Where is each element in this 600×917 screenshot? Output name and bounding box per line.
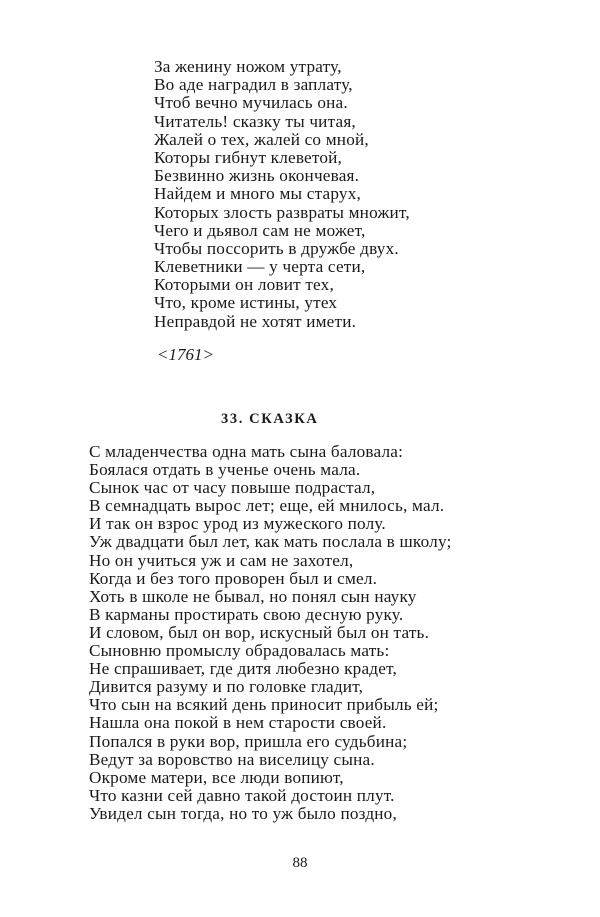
verse-line: Не спрашивает, где дитя любезно крадет, <box>89 659 397 679</box>
verse-line: Но он учиться уж и сам не захотел, <box>89 550 354 570</box>
poem-skazka <box>89 443 529 823</box>
verse-line: Что казни сей давно такой достоин плут. <box>89 785 395 805</box>
section-heading: 33. СКАЗКА <box>221 411 319 427</box>
page-number: 88 <box>292 855 308 871</box>
verse-line: Которы гибнут клеветой, <box>154 147 343 167</box>
verse-line: Во аде наградил в заплату, <box>154 75 353 95</box>
verse-line: Уж двадцати был лет, как мать послала в школу; <box>89 532 452 552</box>
verse-line: Окроме матери, все люди вопиют, <box>89 767 344 787</box>
verse-line: И словом, был он вор, искусный был он тать. <box>89 622 430 642</box>
verse-line: Которыми он ловит тех, <box>154 275 334 295</box>
verse-line: Ведут за воровство на виселицу сына. <box>89 749 375 769</box>
verse-line: Когда и без того проворен был и смел. <box>89 568 378 588</box>
verse-line: Хоть в школе не бывал, но понял сын науку <box>89 586 417 606</box>
verse-line: В карманы простирать свою десную руку. <box>89 604 404 624</box>
verse-line: За женину ножом утрату, <box>154 57 342 76</box>
verse-line: Что сын на всякий день приносит прибыль ей; <box>89 695 439 715</box>
verse-line: Чтоб вечно мучилась она. <box>154 93 348 113</box>
verse-line: Нашла она покой в нем старости своей. <box>89 713 387 733</box>
verse-line: И так он взрос урод из мужеского полу. <box>89 514 386 534</box>
verse-line: Что, кроме истины, утех <box>154 293 338 313</box>
poem-continuation <box>154 58 534 331</box>
verse-line: Безвинно жизнь окончевая. <box>154 166 360 186</box>
verse-line: Найдем и много мы старух, <box>154 184 362 204</box>
verse-line: Увидел сын тогда, но то уж было поздно, <box>89 803 397 823</box>
poem-date: <1761> <box>157 345 214 364</box>
verse-line: Сынок час от часу повыше подрастал, <box>89 478 376 498</box>
verse-line: Неправдой не хотят имети. <box>154 311 357 331</box>
verse-line: Попался в руки вор, пришла его судьбина; <box>89 731 408 751</box>
verse-line: Чего и дьявол сам не может, <box>154 220 366 240</box>
verse-line: Чтобы поссорить в дружбе двух. <box>154 238 399 258</box>
verse-line: Сыновню промыслу обрадовалась мать: <box>89 641 390 661</box>
verse-line: Дивится разуму и по головке гладит, <box>89 677 364 697</box>
verse-line: С младенчества одна мать сына баловала: <box>89 442 404 461</box>
verse-line: Боялася отдать в ученье очень мала. <box>89 460 361 480</box>
verse-line: Клеветники — у черта сети, <box>154 257 366 277</box>
verse-line: Читатель! сказку ты читая, <box>154 111 356 131</box>
verse-line: Которых злость развраты множит, <box>154 202 410 222</box>
verse-line: Жалей о тех, жалей со мной, <box>154 129 369 149</box>
verse-line: В семнадцать вырос лет; еще, ей мнилось, мал. <box>89 496 445 516</box>
